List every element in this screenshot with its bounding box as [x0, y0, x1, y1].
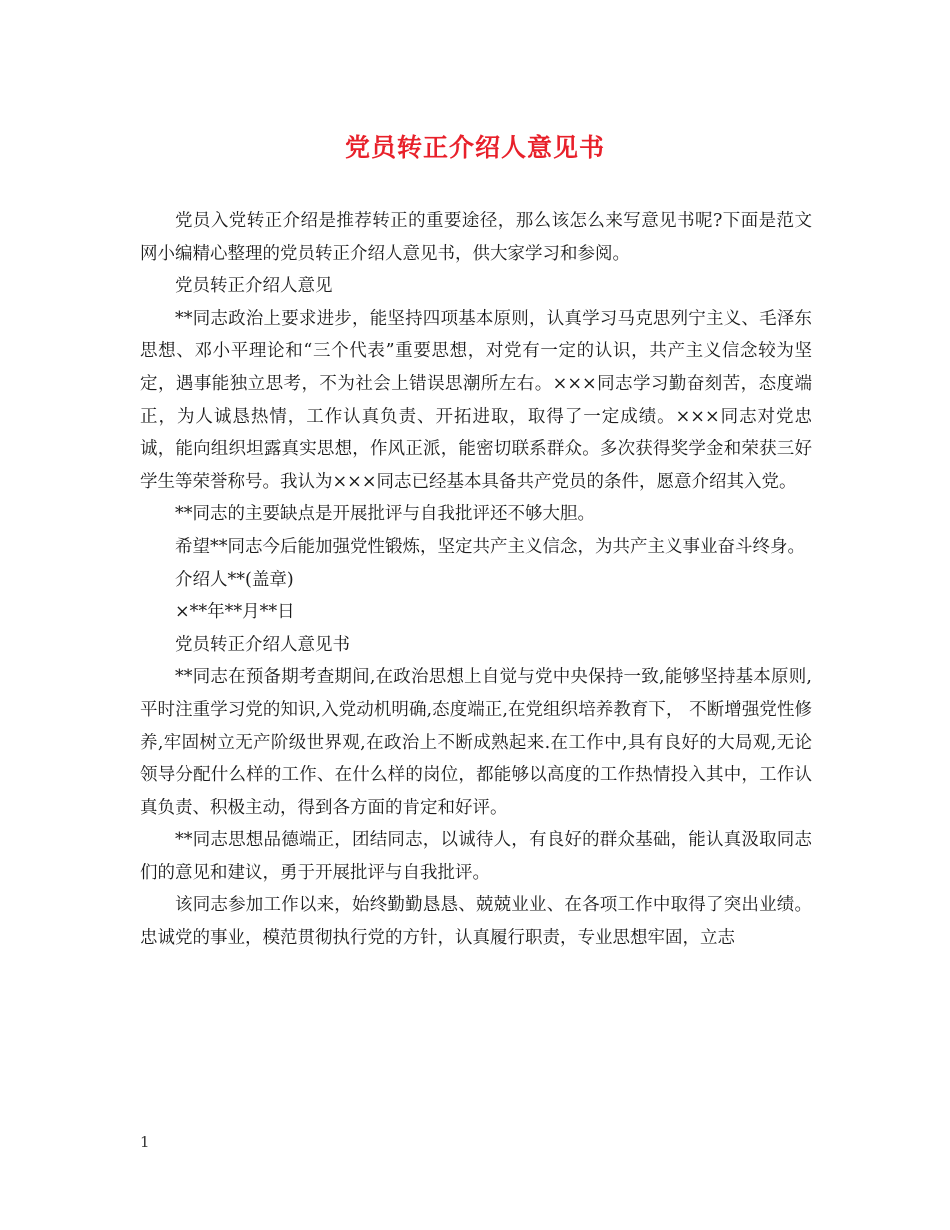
- paragraph-work-performance: 该同志参加工作以来，始终勤勤恳恳、兢兢业业、在各项工作中取得了突出业绩。忠诚党的事业，模范贯彻执行党的方针，认真履行职责，专业思想牢固，立志: [140, 895, 812, 949]
- paragraph-probation-review: **同志在预备期考查期间,在政治思想上自觉与党中央保持一致,能够坚持基本原则,平时注重学习党的知识,入党动机明确,态度端正,在党组织培养教育下， 不断增强党性修养,牢固树立无产阶级世界观,在政治上不断成熟起来.在工作中,具有良好的大局观,无论领导分配什么样的工作、在什么样的岗位，都能够以高度的工作热情投入其中，工作认真负责、积极主动，得到各方面的肯定和好评。: [140, 667, 812, 818]
- paragraph-intro: 党员入党转正介绍是推荐转正的重要途径，那么该怎么来写意见书呢?下面是范文网小编精心整理的党员转正介绍人意见书，供大家学习和参阅。: [140, 211, 812, 264]
- paragraph-assessment: **同志政治上要求进步，能坚持四项基本原则，认真学习马克思列宁主义、毛泽东思想、邓小平理论和“三个代表”重要思想，对党有一定的认识，共产主义信念较为坚定，遇事能独立思考，不为社会上错误思潮所左右。×××同志学习勤奋刻苦，态度端正，为人诚恳热情，工作认真负责、开拓进取，取得了一定成绩。×××同志对党忠诚，能向组织坦露真实思想，作风正派，能密切联系群众。多次获得奖学金和荣获三好学生等荣誉称号。我认为×××同志已经基本具备共产党员的条件，愿意介绍其入党。: [140, 308, 812, 492]
- paragraph-introducer-signature: 介绍人**(盖章): [175, 569, 294, 590]
- paragraph-date: ×**年**月**日: [175, 602, 295, 623]
- paragraph-shortcoming: **同志的主要缺点是开展批评与自我批评还不够大胆。: [175, 504, 595, 525]
- paragraph-heading-1: 党员转正介绍人意见: [175, 276, 333, 297]
- paragraph-hope: 希望**同志今后能加强党性锻炼，坚定共产主义信念，为共产主义事业奋斗终身。: [175, 536, 805, 557]
- document-title: 党员转正介绍人意见书: [344, 133, 605, 162]
- document-body: [140, 205, 812, 955]
- paragraph-heading-2: 党员转正介绍人意见书: [175, 634, 350, 655]
- paragraph-character: **同志思想品德端正，团结同志，以诚待人，有良好的群众基础，能认真汲取同志们的意见和建议，勇于开展批评与自我批评。: [140, 830, 812, 883]
- page-number: 1: [140, 1133, 150, 1151]
